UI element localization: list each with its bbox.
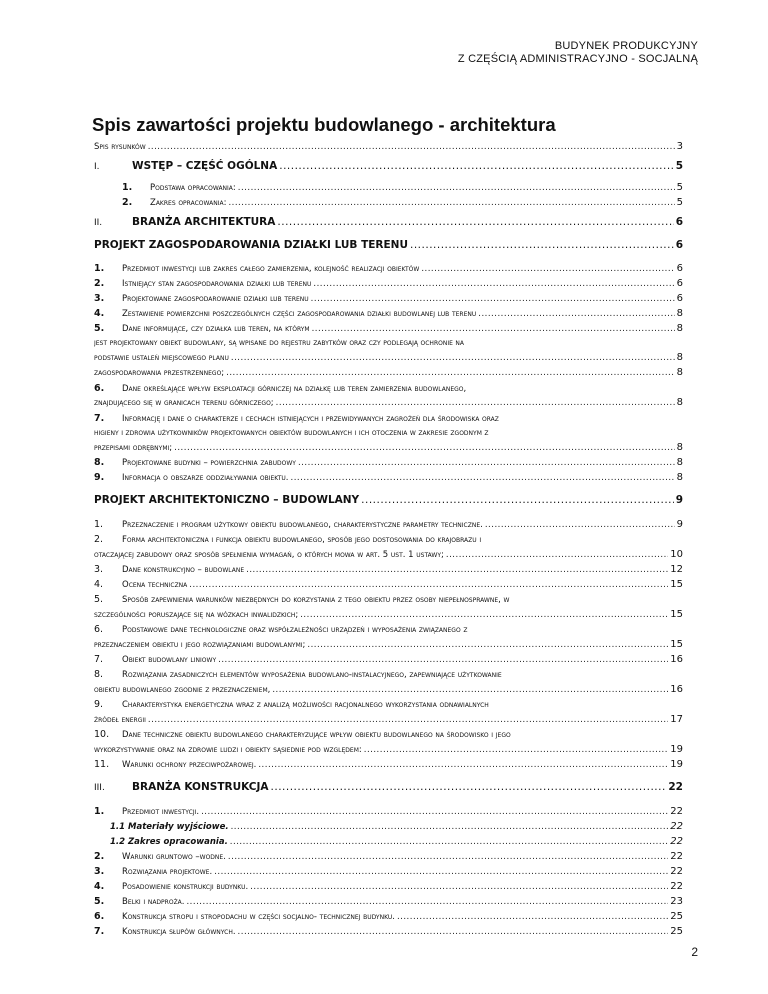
- toc-entry[interactable]: 10. Dane techniczne obiektu budowlanego charakteryzujące wpływ obiektu budowlanego na środowisko i jego: [94, 729, 511, 740]
- toc-entry[interactable]: znajdującego się w granicach terenu górniczego; ..... 8: [94, 397, 683, 408]
- toc-entry[interactable]: 6. Dane określające wpływ eksploatacji górniczej na działkę lub teren zamierzenia budowlanego,: [94, 383, 467, 394]
- header-line-1: BUDYNEK PRODUKCYJNY: [554, 40, 698, 52]
- toc-entry[interactable]: 11. Warunki ochrony przeciwpożarowej. ..... 19: [94, 759, 683, 770]
- page-number: 2: [691, 945, 698, 959]
- toc-entry[interactable]: źródeł energii ..... 17: [94, 714, 683, 725]
- toc-entry[interactable]: 1. Przedmiot inwestycji lub zakres całego zamierzenia, kolejność realizacji obiektów ..... 6: [94, 263, 683, 274]
- header-line-2: Z CZĘŚCIĄ ADMINISTRACYJNO - SOCJALNĄ: [457, 53, 698, 65]
- toc-entry[interactable]: 1. Podstawa opracowania: ..... 5: [122, 182, 683, 193]
- toc-entry[interactable]: 9. Informacja o obszarze oddziaływania obiektu. ..... 8: [94, 472, 683, 483]
- toc-entry[interactable]: 3. Rozwiązania projektowe. ..... 22: [94, 866, 683, 877]
- toc-entry[interactable]: Spis rysunków ..... 3: [94, 141, 683, 152]
- toc-entry[interactable]: 2. Istniejący stan zagospodarowania działki lub terenu ..... 6: [94, 278, 683, 289]
- toc-entry-subsection[interactable]: 1.2 Zakres opracowania. ..... 22: [110, 836, 683, 847]
- toc-entry[interactable]: 9. Charakterystyka energetyczna wraz z analizą możliwości racjonalnego wykorzystania odnawialnych: [94, 699, 489, 710]
- toc-entry[interactable]: 4. Ocena techniczna ..... 15: [94, 579, 683, 590]
- toc-entry[interactable]: 4. Zestawienie powierzchni poszczególnych części zagospodarowania działki budowlanej lub terenu ..... 8: [94, 308, 683, 319]
- toc-entry-major[interactable]: I. WSTĘP – CZĘŚĆ OGÓLNA ..... 5: [94, 160, 683, 172]
- toc-entry-major[interactable]: III. BRANŻA KONSTRUKCJA ..... 22: [94, 781, 683, 793]
- toc-entry[interactable]: 2. Forma architektoniczna i funkcja obiektu budowlanego, sposób jego dostosowania do krajobrazu i: [94, 534, 482, 545]
- toc-entry-subsection[interactable]: 1.1 Materiały wyjściowe. ..... 22: [110, 821, 683, 832]
- toc-entry[interactable]: przeznaczeniem obiektu i jego rozwiązaniami budowlanymi; ..... 15: [94, 639, 683, 650]
- toc-entry[interactable]: 8. Projektowane budynki – powierzchnia zabudowy ..... 8: [94, 457, 683, 468]
- toc-continuation: higieny i zdrowia użytkowników projektowanych obiektów budowlanych i ich otoczenia w zakresie zgodnym z: [94, 428, 489, 437]
- toc-entry[interactable]: zagospodarowania przestrzennego; ..... 8: [94, 367, 683, 378]
- document-title: Spis zawartości projektu budowlanego - architektura: [92, 114, 556, 135]
- toc-entry[interactable]: 7. Informację i dane o charakterze i cechach istniejących i przewidywanych zagrożeń dla środowiska oraz: [94, 413, 499, 424]
- toc-entry[interactable]: 2. Warunki gruntowo –wodne. ..... 22: [94, 851, 683, 862]
- toc-entry[interactable]: 8. Rozwiązania zasadniczych elementów wyposażenia budowlano-instalacyjnego, zapewniające użytkowanie: [94, 669, 502, 680]
- toc-entry[interactable]: obiektu budowlanego zgodnie z przeznaczeniem, ..... 16: [94, 684, 683, 695]
- toc-entry[interactable]: 2. Zakres opracowania: ..... 5: [122, 197, 683, 208]
- toc-entry[interactable]: 7. Obiekt budowlany liniowy ..... 16: [94, 654, 683, 665]
- toc-entry[interactable]: wykorzystywanie oraz na zdrowie ludzi i obiekty sąsiednie pod względem: ..... 19: [94, 744, 683, 755]
- toc-entry[interactable]: szczególności poruszające się na wózkach inwalidzkich; ..... 15: [94, 609, 683, 620]
- toc-entry[interactable]: 6. Podstawowe dane technologiczne oraz współzależności urządzeń i wyposażenia związanego z: [94, 624, 468, 635]
- toc-entry[interactable]: otaczającej zabudowy oraz sposób spełnienia wymagań, o których mowa w art. 5 ust. 1 ustawy; ..... 10: [94, 549, 683, 560]
- toc-entry[interactable]: 7. Konstrukcja słupów głównych. ..... 25: [94, 926, 683, 937]
- toc-entry[interactable]: 1. Przedmiot inwestycji. ..... 22: [94, 806, 683, 817]
- toc-entry[interactable]: 1. Przeznaczenie i program użytkowy obiektu budowlanego, charakterystyczne parametry techniczne. ..... 9: [94, 519, 683, 530]
- toc-continuation: jest projektowany obiekt budowlany, są wpisane do rejestru zabytków oraz czy podlegają ochronie na: [94, 338, 465, 347]
- toc-entry-major[interactable]: II. BRANŻA ARCHITEKTURA ..... 6: [94, 216, 683, 228]
- toc-entry[interactable]: przepisami odrębnymi; ..... 8: [94, 442, 683, 453]
- toc-entry-section[interactable]: PROJEKT ZAGOSPODAROWANIA DZIAŁKI LUB TERENU ..... 6: [94, 239, 683, 251]
- toc-entry[interactable]: 5. Belki i nadproża. ..... 23: [94, 896, 683, 907]
- toc-entry[interactable]: 6. Konstrukcja stropu i stropodachu w części socjalno- technicznej budynku. ..... 25: [94, 911, 683, 922]
- toc-entry-section[interactable]: PROJEKT ARCHITEKTONICZNO – BUDOWLANY ..... 9: [94, 494, 683, 506]
- toc-entry[interactable]: 4. Posadowienie konstrukcji budynku. ..... 22: [94, 881, 683, 892]
- toc-entry[interactable]: 5. Sposób zapewnienia warunków niezbędnych do korzystania z tego obiektu przez osoby niepełnosprawne, w: [94, 594, 510, 605]
- toc-entry[interactable]: podstawie ustaleń miejscowego planu ..... 8: [94, 352, 683, 363]
- toc-entry[interactable]: 5. Dane informujące, czy działka lub teren, na którym ..... 8: [94, 323, 683, 334]
- toc-entry[interactable]: 3. Dane konstrukcyjno – budowlane ..... 12: [94, 564, 683, 575]
- toc-entry[interactable]: 3. Projektowane zagospodarowanie działki lub terenu ..... 6: [94, 293, 683, 304]
